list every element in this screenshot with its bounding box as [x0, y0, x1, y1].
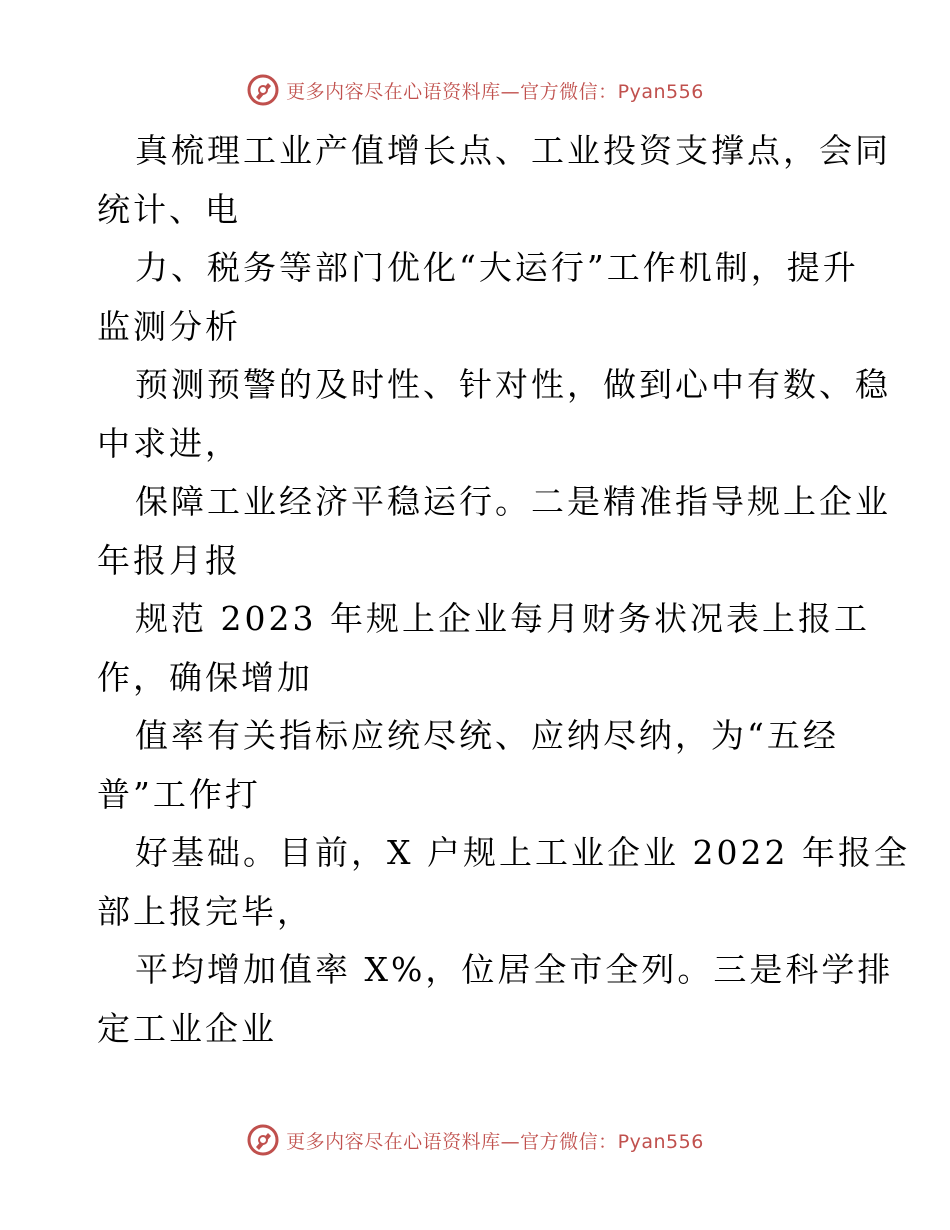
- document-line: 平均增加值率 X%，位居全市全列。三是科学排: [135, 950, 894, 989]
- rose-pen-logo-icon: [246, 73, 280, 107]
- document-line: 好基础。目前，X 户规上工业企业 2022 年报全: [135, 833, 910, 872]
- document-line: 规范 2023 年规上企业每月财务状况表上报工: [135, 599, 870, 638]
- document-line: 统计、电: [97, 189, 241, 229]
- document-line: 监测分析: [97, 306, 241, 346]
- rose-pen-logo-icon: [246, 1123, 280, 1157]
- document-line: 值率有关指标应统尽统、应纳尽纳，为“五经: [135, 716, 839, 755]
- header-banner-text: 更多内容尽在心语资料库—官方微信：Pyan556: [286, 80, 704, 103]
- footer-banner-text: 更多内容尽在心语资料库—官方微信：Pyan556: [286, 1130, 704, 1153]
- footer-banner: [0, 1120, 950, 1160]
- document-line: 保障工业经济平稳运行。二是精准指导规上企业: [135, 482, 891, 521]
- document-line: 年报月报: [97, 540, 241, 580]
- header-banner: [0, 70, 950, 110]
- document-line: 定工业企业: [97, 1008, 277, 1048]
- document-line: 预测预警的及时性、针对性，做到心中有数、稳: [135, 365, 891, 404]
- document-line: 力、税务等部门优化“大运行”工作机制，提升: [135, 248, 859, 287]
- document-line: 作，确保增加: [97, 657, 313, 697]
- document-body: [97, 122, 910, 1058]
- document-line: 部上报完毕，: [97, 891, 313, 931]
- document-line: 中求进，: [97, 423, 241, 463]
- document-line: 真梳理工业产值增长点、工业投资支撑点，会同: [135, 131, 891, 170]
- document-line: 普”工作打: [97, 774, 261, 814]
